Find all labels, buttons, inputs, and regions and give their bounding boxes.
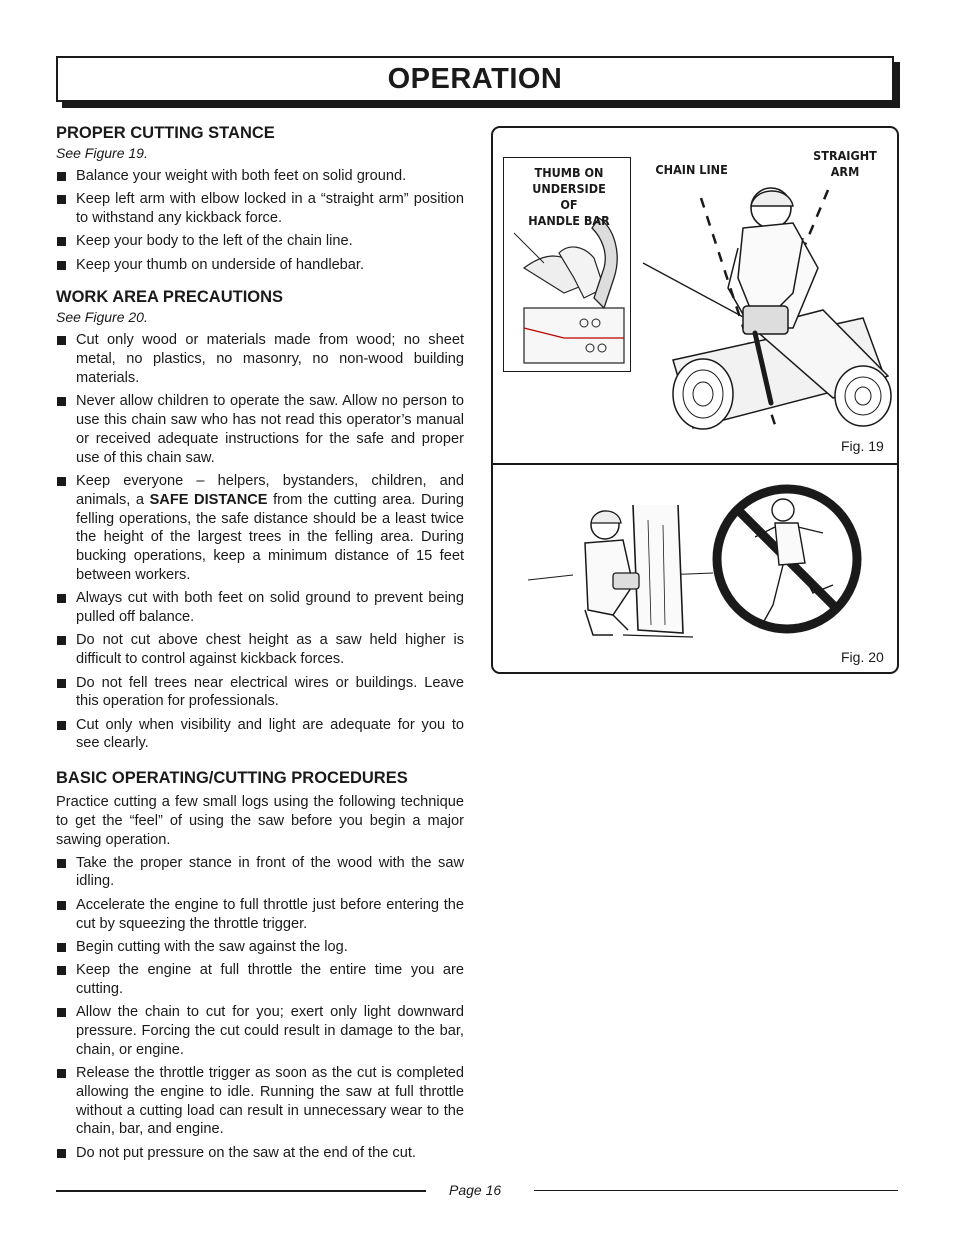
square-bullet-icon bbox=[57, 901, 66, 910]
square-bullet-icon bbox=[57, 195, 66, 204]
bullet-list bbox=[56, 854, 464, 1163]
square-bullet-icon bbox=[57, 1069, 66, 1078]
square-bullet-icon bbox=[57, 336, 66, 345]
section-cutting-stance bbox=[56, 122, 464, 274]
label-straight-arm: STRAIGHT ARM bbox=[813, 148, 877, 179]
square-bullet-icon bbox=[57, 721, 66, 730]
figure-reference: See Figure 19. bbox=[56, 145, 148, 161]
list-item: Keep everyone – helpers, bystanders, children, and animals, a SAFE DISTANCE from the cutting area. During felling operations, the safe distance should be a least twice the height of the largest trees in the felling area. During bucking operations, keep a minimum distance of 15 feet between workers. bbox=[56, 472, 464, 585]
square-bullet-icon bbox=[57, 477, 66, 486]
text-column bbox=[56, 122, 464, 1167]
square-bullet-icon bbox=[57, 237, 66, 246]
square-bullet-icon bbox=[57, 966, 66, 975]
list-item: Keep your thumb on underside of handlebar. bbox=[56, 256, 464, 275]
list-item: Cut only when visibility and light are adequate for you to see clearly. bbox=[56, 716, 464, 754]
cutting-stance-illustration bbox=[493, 128, 897, 463]
square-bullet-icon bbox=[57, 594, 66, 603]
list-item: Keep the engine at full throttle the entire time you are cutting. bbox=[56, 961, 464, 999]
list-item: Do not put pressure on the saw at the end of the cut. bbox=[56, 1144, 464, 1163]
figure-caption: Fig. 19 bbox=[841, 438, 884, 454]
list-item: Balance your weight with both feet on solid ground. bbox=[56, 167, 464, 186]
label-chain-line: CHAIN LINE bbox=[655, 162, 728, 177]
label-thumb-on-underside: THUMB ON UNDERSIDE OF HANDLE BAR bbox=[528, 165, 610, 228]
bullet-list bbox=[56, 331, 464, 753]
page-number: Page 16 bbox=[449, 1182, 502, 1198]
no-entry-prohibition-icon bbox=[717, 489, 857, 629]
footer-rule-left bbox=[56, 1190, 426, 1192]
square-bullet-icon bbox=[57, 397, 66, 406]
list-item: Keep your body to the left of the chain line. bbox=[56, 232, 464, 251]
list-item: Release the throttle trigger as soon as the cut is completed allowing the engine to idle. Running the saw at full throttle without a cutting load can result in unnecessary wear to the chain, bar, and engine. bbox=[56, 1064, 464, 1139]
list-item: Never allow children to operate the saw. Allow no person to use this chain saw who has not read this operator’s manual or received adequate instructions for the safe and proper use of this chain saw. bbox=[56, 392, 464, 467]
section-intro: Practice cutting a few small logs using the following technique to get the “feel” of using the saw before you begin a major sawing operation. bbox=[56, 794, 464, 848]
figure-caption: Fig. 20 bbox=[841, 649, 884, 665]
list-item: Allow the chain to cut for you; exert only light downward pressure. Forcing the cut could result in damage to the bar, chain, or engine. bbox=[56, 1003, 464, 1059]
square-bullet-icon bbox=[57, 1149, 66, 1158]
title-bar bbox=[56, 56, 894, 102]
bullet-list bbox=[56, 167, 464, 274]
page-title: OPERATION bbox=[387, 63, 563, 95]
list-item: Do not cut above chest height as a saw held higher is difficult to control against kickback forces. bbox=[56, 631, 464, 669]
list-item: Accelerate the engine to full throttle just before entering the cut by squeezing the throttle trigger. bbox=[56, 896, 464, 934]
list-item: Take the proper stance in front of the wood with the saw idling. bbox=[56, 854, 464, 892]
square-bullet-icon bbox=[57, 172, 66, 181]
list-item: Always cut with both feet on solid ground to prevent being pulled off balance. bbox=[56, 589, 464, 627]
list-item: Keep left arm with elbow locked in a “straight arm” position to withstand any kickback force. bbox=[56, 190, 464, 228]
list-item: Begin cutting with the saw against the log. bbox=[56, 938, 464, 957]
square-bullet-icon bbox=[57, 679, 66, 688]
section-work-area bbox=[56, 286, 464, 753]
footer-rule-right bbox=[534, 1190, 898, 1191]
section-heading: BASIC OPERATING/CUTTING PROCEDURES bbox=[56, 769, 408, 788]
list-item: Cut only wood or materials made from wood; no sheet metal, no plastics, no masonry, no non-wood building materials. bbox=[56, 331, 464, 387]
square-bullet-icon bbox=[57, 261, 66, 270]
section-heading: WORK AREA PRECAUTIONS bbox=[56, 288, 284, 307]
square-bullet-icon bbox=[57, 859, 66, 868]
section-heading: PROPER CUTTING STANCE bbox=[56, 124, 275, 142]
figure-reference: See Figure 20. bbox=[56, 309, 148, 326]
square-bullet-icon bbox=[57, 943, 66, 952]
square-bullet-icon bbox=[57, 636, 66, 645]
list-item: Do not fell trees near electrical wires or buildings. Leave this operation for professionals. bbox=[56, 674, 464, 712]
figure-box bbox=[491, 126, 899, 674]
square-bullet-icon bbox=[57, 1008, 66, 1017]
section-basic-procedures bbox=[56, 767, 464, 1162]
